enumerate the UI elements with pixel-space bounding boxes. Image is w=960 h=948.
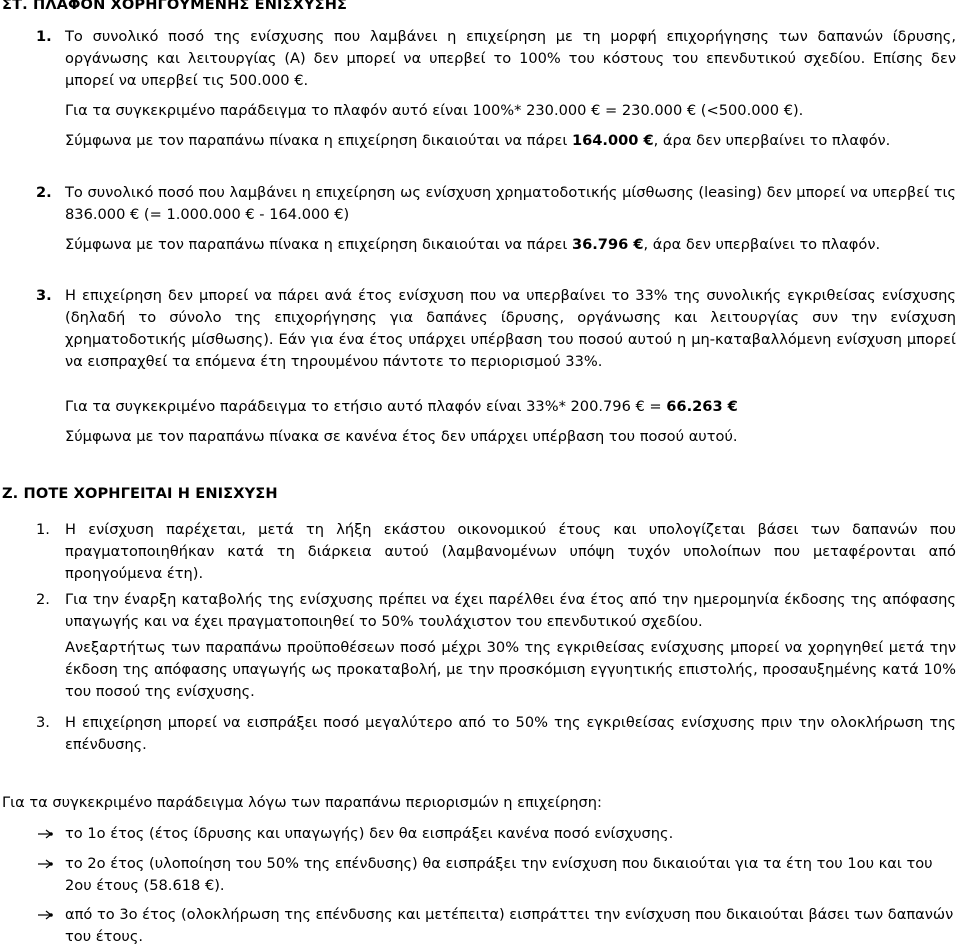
example-intro: Για τα συγκεκριμένο παράδειγμα λόγω των παραπάνω περιορισμών η επιχείρηση: bbox=[2, 794, 602, 811]
section-st-item-1-text: Το συνολικό ποσό της ενίσχυσης που λαμβάνει η επιχείρηση με τη μορφή επιχορήγησης των δαπανών ίδρυσης, οργάνωσης και λειτουργίας (Α) δεν μπορεί να υπερβεί το 100% του κόστους του επενδυτικού σχεδίου. Επίσης δεν μπορεί να υπερβεί τις 500.000 €. bbox=[65, 28, 956, 89]
arrow-right-icon bbox=[38, 853, 56, 875]
section-st-item-3-text: Η επιχείρηση δεν μπορεί να πάρει ανά έτος ενίσχυση που να υπερβαίνει το 33% της συνολικής εγκριθείσας ενίσχυσης (δηλαδή το σύνολο της επιχορήγησης για δαπάνες ίδρυσης, οργάνωσης και λειτουργίας συν την ενίσχυση χρηματοδοτικής μίσθωσης). Εάν για ένα έτος υπάρχει υπέρβαση του ποσού αυτού η μη-καταβαλλόμενη ενίσχυση μπορεί να εισπραχθεί τα επόμενα έτη τηρουμένου πάντοτε το περιορισμού 33%. bbox=[65, 287, 956, 370]
section-st-item-3-result: Σύμφωνα με τον παραπάνω πίνακα σε κανένα έτος δεν υπάρχει υπέρβαση του ποσού αυτού. bbox=[65, 428, 738, 445]
section-z-item-1-number: 1. bbox=[36, 521, 50, 538]
section-z-item-2-text: Για την έναρξη καταβολής της ενίσχυσης πρέπει να έχει παρέλθει ένα έτος από την ημερομηνία έκδοσης της απόφασης υπαγωγής και να έχει πραγματοποιηθεί το 50% τουλάχιστον του επενδυτικού σχεδίου. bbox=[65, 591, 956, 630]
section-st-item-3-example: Για τα συγκεκριμένο παράδειγμα το ετήσιο αυτό πλαφόν είναι 33%* 200.796 € = 66.263 € bbox=[65, 398, 738, 415]
section-z-item-2-number: 2. bbox=[36, 591, 50, 608]
section-st-item-2-text: Το συνολικό ποσό που λαμβάνει η επιχείρηση ως ενίσχυση χρηματοδοτικής μίσθωσης (leasing) δεν μπορεί να υπερβεί τις 836.000 € (= 1.000.000 € - 164.000 €) bbox=[65, 184, 956, 223]
section-st-item-2-number: 2. bbox=[36, 184, 52, 201]
section-st-item-1-number: 1. bbox=[36, 28, 52, 45]
section-z-item-2-text2: Ανεξαρτήτως των παραπάνω προϋποθέσεων ποσό μέχρι 30% της εγκριθείσας ενίσχυσης μπορεί να χορηγηθεί μετά την έκδοση της απόφασης υπαγωγής ως προκαταβολή, με την προσκόμιση εγγυητικής επιστολής, προσαυξημένης κατά 10% του ποσού της ενίσχυσης. bbox=[65, 639, 956, 700]
section-z-item-3-number: 3. bbox=[36, 714, 50, 731]
section-st-item-1-result: Σύμφωνα με τον παραπάνω πίνακα η επιχείρηση δικαιούται να πάρει 164.000 €, άρα δεν υπερβαίνει το πλαφόν. bbox=[65, 132, 891, 149]
arrow-right-icon bbox=[38, 823, 56, 845]
section-z-title: Ζ. ΠΟΤΕ ΧΟΡΗΓΕΙΤΑΙ Η ΕΝΙΣΧΥΣΗ bbox=[2, 485, 278, 502]
example-bullet-1: το 1ο έτος (έτος ίδρυσης και υπαγωγής) δεν θα εισπράξει κανένα ποσό ενίσχυσης. bbox=[65, 825, 674, 842]
section-z-item-3-text: Η επιχείρηση μπορεί να εισπράξει ποσό μεγαλύτερο από το 50% της εγκριθείσας ενίσχυσης πριν την ολοκλήρωση της επένδυσης. bbox=[65, 714, 956, 753]
section-z-item-1-text: Η ενίσχυση παρέχεται, μετά τη λήξη εκάστου οικονομικού έτους και υπολογίζεται βάσει των δαπανών που πραγματοποιηθήκαν κατά τη διάρκεια αυτού (λαμβανομένων υπόψη τυχόν υπολοίπων που μεταφέρονται από προηγούμενα έτη). bbox=[65, 521, 956, 582]
section-st-title: ΣΤ. ΠΛΑΦΟΝ ΧΟΡΗΓΟΥΜΕΝΗΣ ΕΝΙΣΧΥΣΗΣ bbox=[2, 0, 348, 13]
example-bullet-3: από το 3ο έτος (ολοκλήρωση της επένδυσης και μετέπειτα) εισπράττει την ενίσχυση που δικαιούται βάσει των δαπανών του έτους. bbox=[65, 906, 954, 945]
arrow-right-icon bbox=[38, 904, 56, 926]
section-st-item-1-example: Για τα συγκεκριμένο παράδειγμα το πλαφόν αυτό είναι 100%* 230.000 € = 230.000 € (<500.000 €). bbox=[65, 102, 804, 119]
section-st-item-2-result: Σύμφωνα με τον παραπάνω πίνακα η επιχείρηση δικαιούται να πάρει 36.796 €, άρα δεν υπερβαίνει το πλαφόν. bbox=[65, 236, 881, 253]
section-st-item-3-number: 3. bbox=[36, 287, 52, 304]
example-bullet-2: το 2ο έτος (υλοποίηση του 50% της επένδυσης) θα εισπράξει την ενίσχυση που δικαιούται για τα έτη του 1ου και του 2ου έτους (58.618 €). bbox=[65, 855, 933, 894]
